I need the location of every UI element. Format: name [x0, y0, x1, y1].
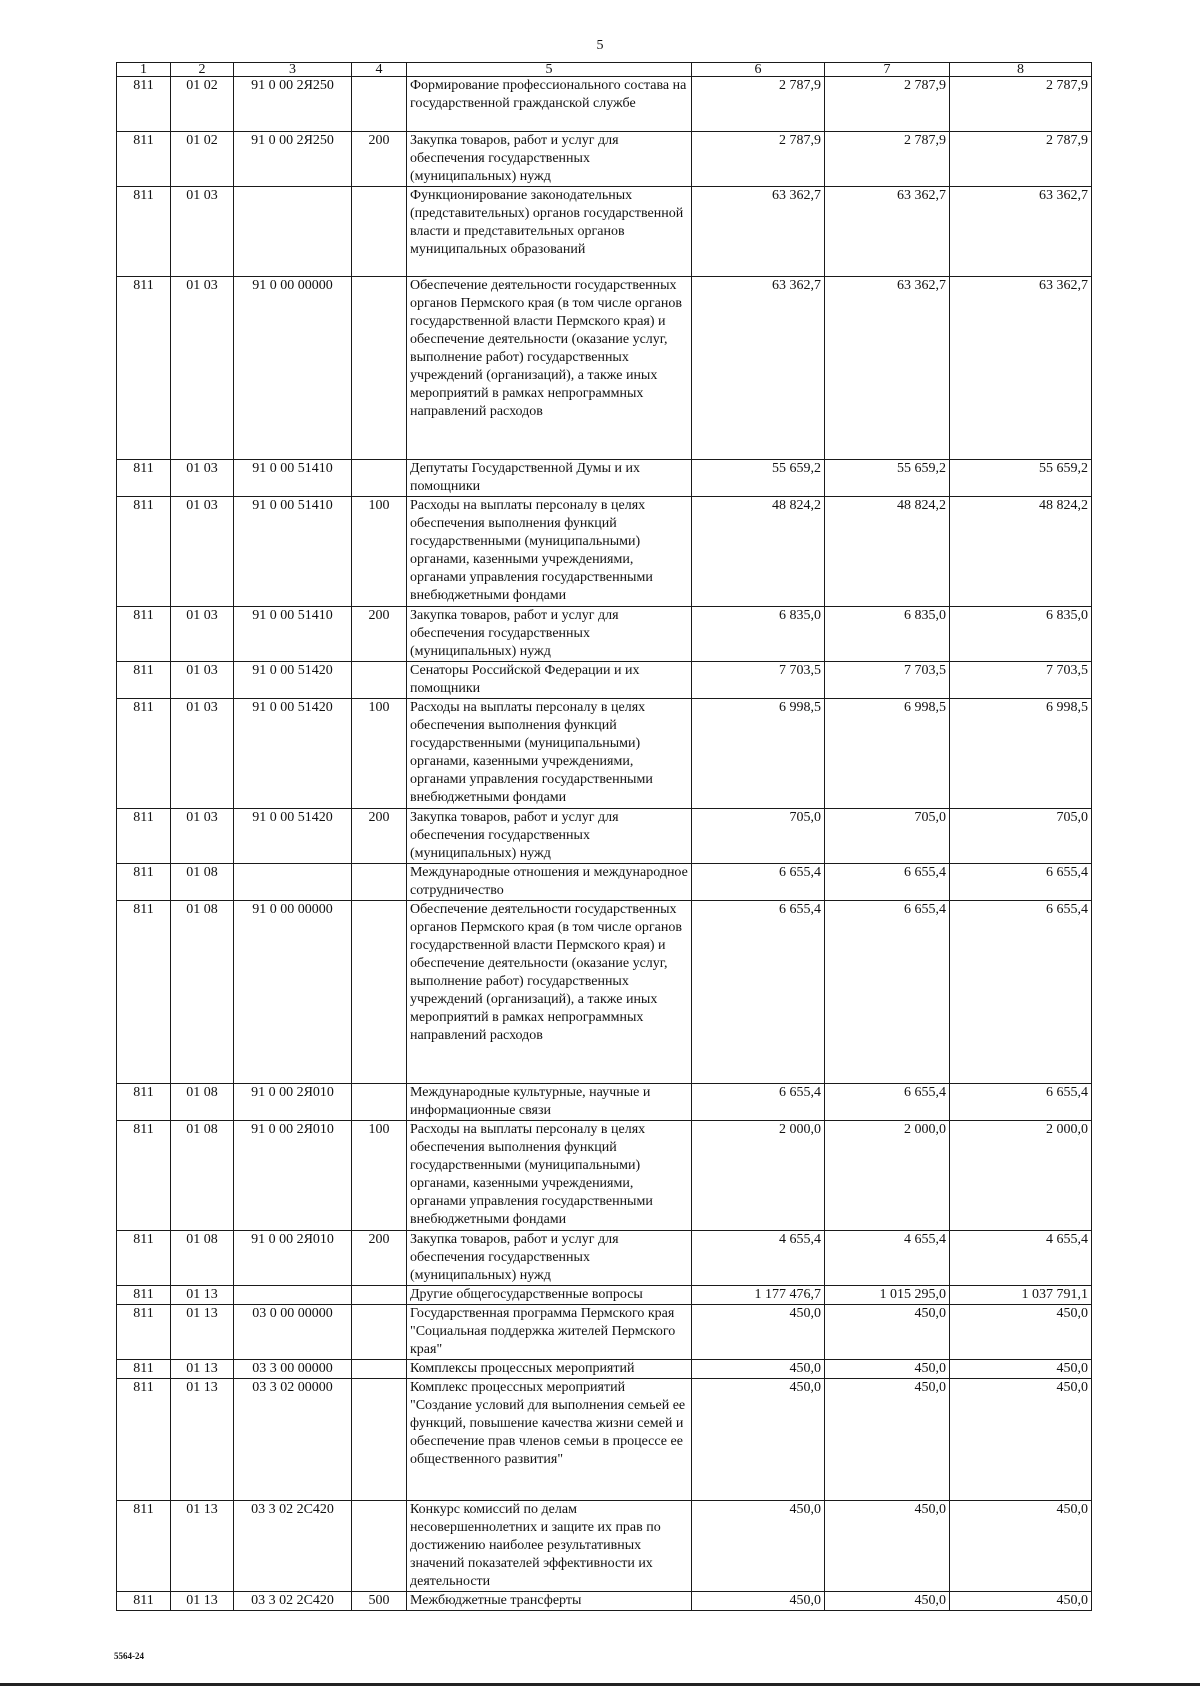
- amount-year3-cell: 450,0: [950, 1379, 1092, 1501]
- column-number-row: [117, 63, 1092, 77]
- section-code-cell: 01 03: [171, 809, 234, 864]
- amount-year3-cell: 450,0: [950, 1501, 1092, 1592]
- description-cell: Государственная программа Пермского края "Социальная поддержка жителей Пермского края": [407, 1305, 692, 1360]
- page-number: 5: [596, 38, 604, 53]
- amount-year2-cell: 55 659,2: [825, 460, 950, 497]
- column-header: 2: [171, 63, 234, 77]
- expense-type-cell: [352, 864, 407, 901]
- amount-year1-cell: 7 703,5: [692, 662, 825, 699]
- section-code-cell: 01 13: [171, 1592, 234, 1611]
- ministry-code-cell: 811: [117, 77, 171, 132]
- expense-type-cell: [352, 662, 407, 699]
- target-article-cell: 03 3 02 2С420: [234, 1592, 352, 1611]
- expense-type-cell: [352, 460, 407, 497]
- target-article-cell: 91 0 00 2Я010: [234, 1084, 352, 1121]
- ministry-code-cell: 811: [117, 460, 171, 497]
- table-row: [117, 607, 1092, 662]
- table-row: [117, 132, 1092, 187]
- description-cell: Закупка товаров, работ и услуг для обеспечения государственных (муниципальных) нужд: [407, 607, 692, 662]
- amount-year3-cell: 450,0: [950, 1360, 1092, 1379]
- table-row: [117, 77, 1092, 132]
- expense-type-cell: 200: [352, 607, 407, 662]
- column-header: 1: [117, 63, 171, 77]
- table-row: [117, 1501, 1092, 1592]
- expense-type-cell: [352, 1379, 407, 1501]
- ministry-code-cell: 811: [117, 1121, 171, 1231]
- amount-year2-cell: 6 998,5: [825, 699, 950, 809]
- table-row: [117, 1360, 1092, 1379]
- amount-year1-cell: 6 998,5: [692, 699, 825, 809]
- amount-year3-cell: 450,0: [950, 1592, 1092, 1611]
- column-header: 3: [234, 63, 352, 77]
- amount-year2-cell: 450,0: [825, 1379, 950, 1501]
- ministry-code-cell: 811: [117, 1501, 171, 1592]
- ministry-code-cell: 811: [117, 497, 171, 607]
- amount-year2-cell: 450,0: [825, 1305, 950, 1360]
- expense-type-cell: [352, 1286, 407, 1305]
- section-code-cell: 01 08: [171, 1084, 234, 1121]
- table-row: [117, 864, 1092, 901]
- amount-year1-cell: 2 787,9: [692, 77, 825, 132]
- expense-type-cell: 100: [352, 497, 407, 607]
- target-article-cell: [234, 1286, 352, 1305]
- section-code-cell: 01 03: [171, 607, 234, 662]
- expense-type-cell: 100: [352, 699, 407, 809]
- description-cell: Конкурс комиссий по делам несовершеннолетних и защите их прав по достижению наиболее результативных значений показателей эффективности их деятельности: [407, 1501, 692, 1592]
- amount-year2-cell: 6 655,4: [825, 864, 950, 901]
- table-row: [117, 662, 1092, 699]
- amount-year1-cell: 2 000,0: [692, 1121, 825, 1231]
- column-header: 4: [352, 63, 407, 77]
- amount-year1-cell: 6 655,4: [692, 864, 825, 901]
- amount-year1-cell: 450,0: [692, 1360, 825, 1379]
- description-cell: Расходы на выплаты персоналу в целях обеспечения выполнения функций государственными (муниципальными) органами, казенными учреждениями, органами управления государственными внебюджетными фондами: [407, 1121, 692, 1231]
- amount-year2-cell: 450,0: [825, 1360, 950, 1379]
- description-cell: Закупка товаров, работ и услуг для обеспечения государственных (муниципальных) нужд: [407, 1231, 692, 1286]
- ministry-code-cell: 811: [117, 277, 171, 460]
- expense-type-cell: 100: [352, 1121, 407, 1231]
- ministry-code-cell: 811: [117, 1360, 171, 1379]
- section-code-cell: 01 02: [171, 132, 234, 187]
- amount-year2-cell: 450,0: [825, 1501, 950, 1592]
- section-code-cell: 01 03: [171, 662, 234, 699]
- expense-type-cell: [352, 187, 407, 277]
- table-row: [117, 277, 1092, 460]
- amount-year3-cell: 6 655,4: [950, 901, 1092, 1084]
- amount-year2-cell: 450,0: [825, 1592, 950, 1611]
- table-row: [117, 1305, 1092, 1360]
- amount-year1-cell: 450,0: [692, 1501, 825, 1592]
- expense-type-cell: [352, 1305, 407, 1360]
- amount-year2-cell: 7 703,5: [825, 662, 950, 699]
- ministry-code-cell: 811: [117, 864, 171, 901]
- description-cell: Расходы на выплаты персоналу в целях обеспечения выполнения функций государственными (муниципальными) органами, казенными учреждениями, органами управления государственными внебюджетными фондами: [407, 497, 692, 607]
- table-row: [117, 497, 1092, 607]
- amount-year3-cell: 4 655,4: [950, 1231, 1092, 1286]
- ministry-code-cell: 811: [117, 662, 171, 699]
- table-row: [117, 901, 1092, 1084]
- section-code-cell: 01 02: [171, 77, 234, 132]
- description-cell: Комплексы процессных мероприятий: [407, 1360, 692, 1379]
- target-article-cell: 91 0 00 2Я010: [234, 1121, 352, 1231]
- amount-year1-cell: 4 655,4: [692, 1231, 825, 1286]
- description-cell: Депутаты Государственной Думы и их помощники: [407, 460, 692, 497]
- amount-year2-cell: 4 655,4: [825, 1231, 950, 1286]
- amount-year1-cell: 6 655,4: [692, 1084, 825, 1121]
- ministry-code-cell: 811: [117, 1084, 171, 1121]
- amount-year3-cell: 7 703,5: [950, 662, 1092, 699]
- amount-year2-cell: 6 655,4: [825, 1084, 950, 1121]
- amount-year2-cell: 63 362,7: [825, 187, 950, 277]
- ministry-code-cell: 811: [117, 809, 171, 864]
- amount-year2-cell: 2 000,0: [825, 1121, 950, 1231]
- amount-year2-cell: 6 835,0: [825, 607, 950, 662]
- amount-year3-cell: 6 835,0: [950, 607, 1092, 662]
- target-article-cell: [234, 864, 352, 901]
- description-cell: Другие общегосударственные вопросы: [407, 1286, 692, 1305]
- table-row: [117, 699, 1092, 809]
- amount-year3-cell: 6 998,5: [950, 699, 1092, 809]
- description-cell: Комплекс процессных мероприятий "Создание условий для выполнения семьей ее функций, повышение качества жизни семей и обеспечение прав членов семьи в процессе ее общественного развития": [407, 1379, 692, 1501]
- section-code-cell: 01 03: [171, 187, 234, 277]
- ministry-code-cell: 811: [117, 1286, 171, 1305]
- expense-type-cell: [352, 1084, 407, 1121]
- expense-type-cell: 200: [352, 132, 407, 187]
- amount-year3-cell: 63 362,7: [950, 187, 1092, 277]
- ministry-code-cell: 811: [117, 187, 171, 277]
- description-cell: Международные культурные, научные и информационные связи: [407, 1084, 692, 1121]
- column-header: 8: [950, 63, 1092, 77]
- target-article-cell: 91 0 00 2Я250: [234, 132, 352, 187]
- expense-type-cell: 200: [352, 809, 407, 864]
- amount-year1-cell: 450,0: [692, 1379, 825, 1501]
- budget-table: [116, 62, 1092, 1611]
- amount-year1-cell: 63 362,7: [692, 277, 825, 460]
- ministry-code-cell: 811: [117, 607, 171, 662]
- target-article-cell: [234, 187, 352, 277]
- description-cell: Межбюджетные трансферты: [407, 1592, 692, 1611]
- expense-type-cell: [352, 1501, 407, 1592]
- expense-type-cell: [352, 277, 407, 460]
- column-header: 5: [407, 63, 692, 77]
- amount-year3-cell: 2 787,9: [950, 77, 1092, 132]
- amount-year1-cell: 55 659,2: [692, 460, 825, 497]
- amount-year1-cell: 705,0: [692, 809, 825, 864]
- section-code-cell: 01 08: [171, 1121, 234, 1231]
- description-cell: Закупка товаров, работ и услуг для обеспечения государственных (муниципальных) нужд: [407, 132, 692, 187]
- target-article-cell: 91 0 00 51420: [234, 662, 352, 699]
- expense-type-cell: 500: [352, 1592, 407, 1611]
- table-row: [117, 1592, 1092, 1611]
- section-code-cell: 01 13: [171, 1360, 234, 1379]
- amount-year1-cell: 2 787,9: [692, 132, 825, 187]
- target-article-cell: 91 0 00 51410: [234, 607, 352, 662]
- section-code-cell: 01 03: [171, 497, 234, 607]
- table-row: [117, 1084, 1092, 1121]
- amount-year1-cell: 450,0: [692, 1305, 825, 1360]
- table-row: [117, 1286, 1092, 1305]
- amount-year3-cell: 2 000,0: [950, 1121, 1092, 1231]
- target-article-cell: 03 3 00 00000: [234, 1360, 352, 1379]
- column-header: 7: [825, 63, 950, 77]
- table-row: [117, 1379, 1092, 1501]
- target-article-cell: 91 0 00 2Я010: [234, 1231, 352, 1286]
- amount-year3-cell: 55 659,2: [950, 460, 1092, 497]
- amount-year2-cell: 2 787,9: [825, 132, 950, 187]
- table-row: [117, 809, 1092, 864]
- description-cell: Сенаторы Российской Федерации и их помощники: [407, 662, 692, 699]
- target-article-cell: 91 0 00 51410: [234, 460, 352, 497]
- target-article-cell: 91 0 00 51420: [234, 809, 352, 864]
- amount-year2-cell: 48 824,2: [825, 497, 950, 607]
- table-row: [117, 187, 1092, 277]
- scan-edge-line: [0, 1683, 1200, 1686]
- section-code-cell: 01 03: [171, 699, 234, 809]
- amount-year3-cell: 63 362,7: [950, 277, 1092, 460]
- amount-year2-cell: 2 787,9: [825, 77, 950, 132]
- target-article-cell: 03 3 02 2С420: [234, 1501, 352, 1592]
- ministry-code-cell: 811: [117, 699, 171, 809]
- section-code-cell: 01 13: [171, 1286, 234, 1305]
- amount-year3-cell: 1 037 791,1: [950, 1286, 1092, 1305]
- section-code-cell: 01 08: [171, 864, 234, 901]
- amount-year1-cell: 48 824,2: [692, 497, 825, 607]
- table-row: [117, 1121, 1092, 1231]
- amount-year2-cell: 705,0: [825, 809, 950, 864]
- table-row: [117, 460, 1092, 497]
- section-code-cell: 01 13: [171, 1501, 234, 1592]
- description-cell: Формирование профессионального состава на государственной гражданской службе: [407, 77, 692, 132]
- expense-type-cell: [352, 901, 407, 1084]
- amount-year3-cell: 2 787,9: [950, 132, 1092, 187]
- amount-year2-cell: 6 655,4: [825, 901, 950, 1084]
- expense-type-cell: [352, 1360, 407, 1379]
- description-cell: Расходы на выплаты персоналу в целях обеспечения выполнения функций государственными (муниципальными) органами, казенными учреждениями, органами управления государственными внебюджетными фондами: [407, 699, 692, 809]
- target-article-cell: 91 0 00 2Я250: [234, 77, 352, 132]
- description-cell: Функционирование законодательных (представительных) органов государственной власти и представительных органов муниципальных образований: [407, 187, 692, 277]
- section-code-cell: 01 08: [171, 1231, 234, 1286]
- target-article-cell: 03 3 02 00000: [234, 1379, 352, 1501]
- amount-year1-cell: 6 835,0: [692, 607, 825, 662]
- expense-type-cell: [352, 77, 407, 132]
- description-cell: Закупка товаров, работ и услуг для обеспечения государственных (муниципальных) нужд: [407, 809, 692, 864]
- ministry-code-cell: 811: [117, 132, 171, 187]
- section-code-cell: 01 03: [171, 277, 234, 460]
- amount-year3-cell: 6 655,4: [950, 1084, 1092, 1121]
- amount-year2-cell: 63 362,7: [825, 277, 950, 460]
- section-code-cell: 01 13: [171, 1305, 234, 1360]
- ministry-code-cell: 811: [117, 1305, 171, 1360]
- amount-year3-cell: 450,0: [950, 1305, 1092, 1360]
- target-article-cell: 91 0 00 51420: [234, 699, 352, 809]
- amount-year3-cell: 705,0: [950, 809, 1092, 864]
- target-article-cell: 91 0 00 51410: [234, 497, 352, 607]
- amount-year1-cell: 6 655,4: [692, 901, 825, 1084]
- amount-year3-cell: 48 824,2: [950, 497, 1092, 607]
- ministry-code-cell: 811: [117, 901, 171, 1084]
- ministry-code-cell: 811: [117, 1379, 171, 1501]
- description-cell: Обеспечение деятельности государственных органов Пермского края (в том числе органов государственной власти Пермского края) и обеспечение деятельности (оказание услуг, выполнение работ) государственных учреждений (организаций), а также иных мероприятий в рамках непрограммных направлений расходов: [407, 901, 692, 1084]
- target-article-cell: 03 0 00 00000: [234, 1305, 352, 1360]
- document-code: 5564-24: [114, 1651, 144, 1661]
- description-cell: Международные отношения и международное сотрудничество: [407, 864, 692, 901]
- expense-type-cell: 200: [352, 1231, 407, 1286]
- amount-year1-cell: 63 362,7: [692, 187, 825, 277]
- amount-year1-cell: 450,0: [692, 1592, 825, 1611]
- ministry-code-cell: 811: [117, 1592, 171, 1611]
- amount-year2-cell: 1 015 295,0: [825, 1286, 950, 1305]
- amount-year1-cell: 1 177 476,7: [692, 1286, 825, 1305]
- column-header: 6: [692, 63, 825, 77]
- description-cell: Обеспечение деятельности государственных органов Пермского края (в том числе органов государственной власти Пермского края) и обеспечение деятельности (оказание услуг, выполнение работ) государственных учреждений (организаций), а также иных мероприятий в рамках непрограммных направлений расходов: [407, 277, 692, 460]
- section-code-cell: 01 13: [171, 1379, 234, 1501]
- table-row: [117, 1231, 1092, 1286]
- target-article-cell: 91 0 00 00000: [234, 901, 352, 1084]
- target-article-cell: 91 0 00 00000: [234, 277, 352, 460]
- section-code-cell: 01 08: [171, 901, 234, 1084]
- ministry-code-cell: 811: [117, 1231, 171, 1286]
- section-code-cell: 01 03: [171, 460, 234, 497]
- amount-year3-cell: 6 655,4: [950, 864, 1092, 901]
